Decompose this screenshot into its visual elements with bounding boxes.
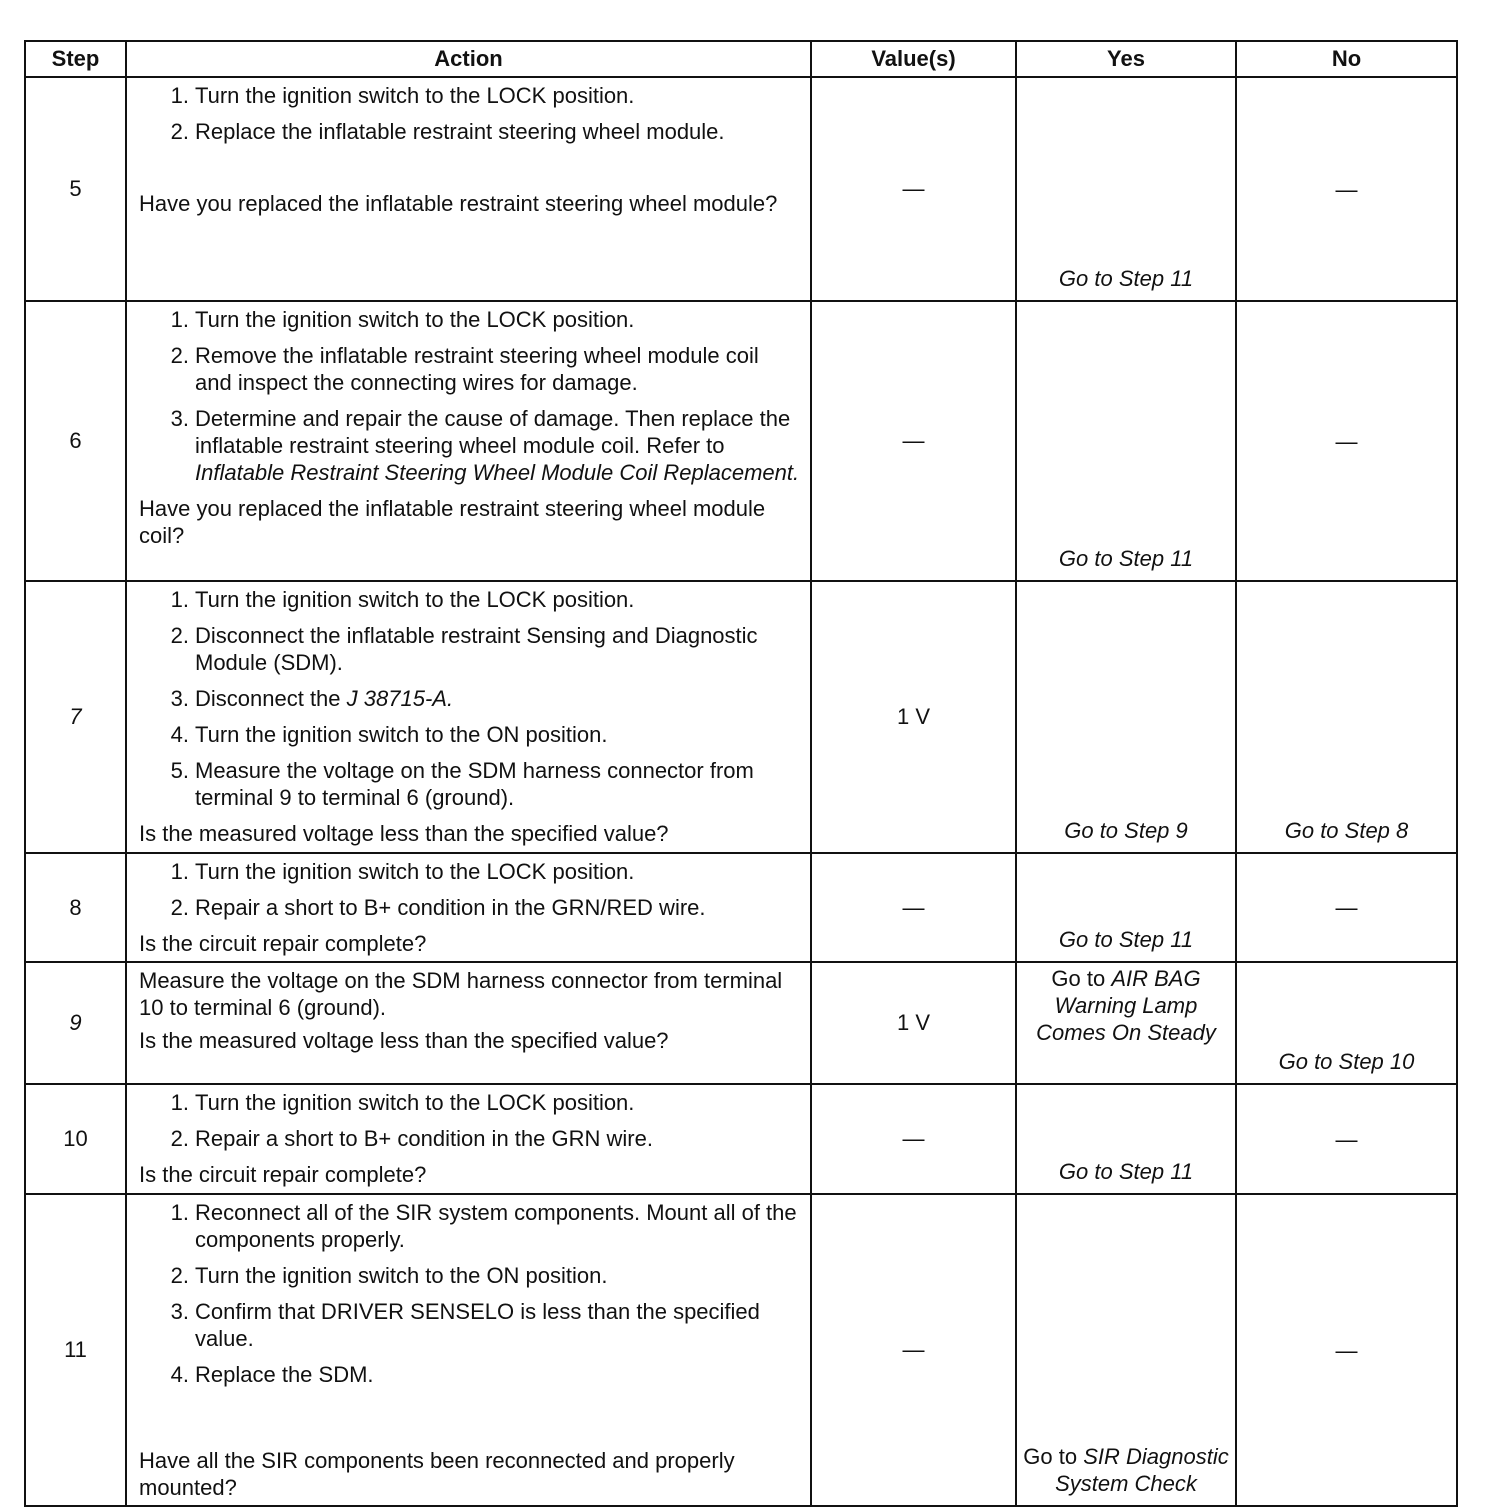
action-cell xyxy=(126,581,811,853)
item-number: 1. xyxy=(170,83,189,108)
step-number: 5 xyxy=(25,77,126,301)
no-cell xyxy=(1236,581,1457,853)
header-no: No xyxy=(1236,41,1457,77)
list-item xyxy=(139,405,800,486)
item-number: 2. xyxy=(170,119,189,144)
question: Is the measured voltage less than the specified value? xyxy=(139,1028,669,1053)
item-number: 2. xyxy=(170,1263,189,1288)
header-yes: Yes xyxy=(1016,41,1236,77)
yes-cell xyxy=(1016,1194,1236,1506)
item-number: 3. xyxy=(170,406,189,431)
reference-title: Inflatable Restraint Steering Wheel Module Coil Replacement. xyxy=(195,460,800,485)
value-cell: — xyxy=(811,301,1016,581)
item-text: Reconnect all of the SIR system components. Mount all of the components properly. xyxy=(195,1200,797,1252)
item-number: 4. xyxy=(170,1362,189,1387)
header-row xyxy=(25,41,1457,77)
list-item xyxy=(139,894,800,921)
no-cell xyxy=(1236,962,1457,1084)
tool-reference: J 38715-A. xyxy=(346,686,454,711)
item-text: Remove the inflatable restraint steering wheel module coil and inspect the connecting wires for damage. xyxy=(195,343,759,395)
step-number: 10 xyxy=(25,1084,126,1194)
yes-cell xyxy=(1016,301,1236,581)
step-number: 11 xyxy=(25,1194,126,1506)
yes-cell xyxy=(1016,1084,1236,1194)
step-number: 7 xyxy=(25,581,126,853)
item-number: 1. xyxy=(170,1090,189,1115)
item-text: Replace the inflatable restraint steering wheel module. xyxy=(195,119,725,144)
value-cell: — xyxy=(811,77,1016,301)
header-step: Step xyxy=(25,41,126,77)
list-item xyxy=(139,306,800,333)
yes-link: Go to Step 11 xyxy=(1058,546,1194,571)
no-cell: — xyxy=(1236,77,1457,301)
item-number: 2. xyxy=(170,1126,189,1151)
item-text: Turn the ignition switch to the LOCK position. xyxy=(195,83,635,108)
item-text: Turn the ignition switch to the LOCK position. xyxy=(195,1090,635,1115)
table-row xyxy=(25,581,1457,853)
question: Is the circuit repair complete? xyxy=(139,931,427,956)
question: Have you replaced the inflatable restraint steering wheel module coil? xyxy=(139,496,766,548)
item-text: Disconnect the xyxy=(195,686,341,711)
item-text: Repair a short to B+ condition in the GRN wire. xyxy=(195,1126,653,1151)
table-row xyxy=(25,1084,1457,1194)
header-value: Value(s) xyxy=(811,41,1016,77)
value-cell: 1 V xyxy=(811,962,1016,1084)
list-item xyxy=(139,342,800,396)
item-number: 2. xyxy=(170,895,189,920)
item-number: 2. xyxy=(170,623,189,648)
action-cell xyxy=(126,77,811,301)
no-link: Go to Step 10 xyxy=(1278,1049,1415,1074)
action-list xyxy=(139,1089,800,1152)
diagnostic-table xyxy=(24,40,1458,1507)
step-number: 8 xyxy=(25,853,126,962)
no-cell: — xyxy=(1236,1084,1457,1194)
list-item xyxy=(139,82,800,109)
item-number: 1. xyxy=(170,587,189,612)
table-row xyxy=(25,853,1457,962)
step-number: 9 xyxy=(25,962,126,1084)
table-row xyxy=(25,962,1457,1084)
header-action: Action xyxy=(126,41,811,77)
item-text: Turn the ignition switch to the ON position. xyxy=(195,1263,608,1288)
list-item xyxy=(139,1199,800,1253)
item-text: Determine and repair the cause of damage. Then replace the inflatable restraint steering wheel module coil. Refer to xyxy=(195,406,791,458)
action-list xyxy=(139,1199,800,1388)
list-item xyxy=(139,1298,800,1352)
item-text: Disconnect the inflatable restraint Sensing and Diagnostic Module (SDM). xyxy=(195,623,758,675)
question: Have all the SIR components been reconnected and properly mounted? xyxy=(139,1448,735,1500)
list-item xyxy=(139,118,800,145)
action-list xyxy=(139,858,800,921)
action-cell xyxy=(126,853,811,962)
list-item xyxy=(139,1361,800,1388)
item-text: Turn the ignition switch to the ON position. xyxy=(195,722,608,747)
question: Is the measured voltage less than the specified value? xyxy=(139,821,669,846)
yes-cell xyxy=(1016,853,1236,962)
table-row xyxy=(25,1194,1457,1506)
item-number: 2. xyxy=(170,343,189,368)
action-cell xyxy=(126,1194,811,1506)
item-number: 1. xyxy=(170,1200,189,1225)
yes-cell xyxy=(1016,581,1236,853)
item-number: 1. xyxy=(170,307,189,332)
yes-prefix: Go to xyxy=(1023,1444,1078,1469)
yes-link: Go to Step 11 xyxy=(1058,927,1194,952)
action-list xyxy=(139,586,800,811)
list-item xyxy=(139,685,800,712)
value-cell: 1 V xyxy=(811,581,1016,853)
no-cell: — xyxy=(1236,853,1457,962)
value-cell: — xyxy=(811,853,1016,962)
list-item xyxy=(139,586,800,613)
item-text: Turn the ignition switch to the LOCK position. xyxy=(195,587,635,612)
yes-reference: AIR BAG Warning Lamp Comes On Steady xyxy=(1036,966,1216,1045)
yes-link: Go to Step 9 xyxy=(1064,818,1188,843)
step-number: 6 xyxy=(25,301,126,581)
item-text: Measure the voltage on the SDM harness connector from terminal 9 to terminal 6 (ground). xyxy=(195,758,754,810)
action-cell xyxy=(126,1084,811,1194)
list-item xyxy=(139,721,800,748)
list-item xyxy=(139,622,800,676)
action-list xyxy=(139,82,800,145)
item-text: Replace the SDM. xyxy=(195,1362,374,1387)
table-row xyxy=(25,77,1457,301)
item-number: 5. xyxy=(170,758,189,783)
value-cell: — xyxy=(811,1194,1016,1506)
item-number: 3. xyxy=(170,1299,189,1324)
list-item xyxy=(139,1262,800,1289)
yes-link: Go to Step 11 xyxy=(1058,266,1194,291)
yes-prefix: Go to xyxy=(1051,966,1106,991)
question: Is the circuit repair complete? xyxy=(139,1162,427,1187)
table-row xyxy=(25,301,1457,581)
yes-cell xyxy=(1016,962,1236,1084)
list-item xyxy=(139,757,800,811)
yes-reference: SIR Diagnostic System Check xyxy=(1055,1444,1229,1496)
action-cell xyxy=(126,962,811,1084)
yes-cell xyxy=(1016,77,1236,301)
no-cell: — xyxy=(1236,1194,1457,1506)
item-text: Repair a short to B+ condition in the GRN/RED wire. xyxy=(195,895,706,920)
question: Have you replaced the inflatable restraint steering wheel module? xyxy=(139,191,778,216)
yes-link: Go to Step 11 xyxy=(1058,1159,1194,1184)
item-text: Turn the ignition switch to the LOCK position. xyxy=(195,859,635,884)
no-cell: — xyxy=(1236,301,1457,581)
list-item xyxy=(139,1089,800,1116)
item-text: Confirm that DRIVER SENSELO is less than the specified value. xyxy=(195,1299,760,1351)
list-item xyxy=(139,1125,800,1152)
item-text: Turn the ignition switch to the LOCK position. xyxy=(195,307,635,332)
value-cell: — xyxy=(811,1084,1016,1194)
item-number: 3. xyxy=(170,686,189,711)
action-text: Measure the voltage on the SDM harness connector from terminal 10 to terminal 6 (ground). xyxy=(139,968,783,1020)
item-number: 4. xyxy=(170,722,189,747)
list-item xyxy=(139,858,800,885)
action-cell xyxy=(126,301,811,581)
item-number: 1. xyxy=(170,859,189,884)
no-link: Go to Step 8 xyxy=(1284,818,1409,843)
action-list xyxy=(139,306,800,486)
